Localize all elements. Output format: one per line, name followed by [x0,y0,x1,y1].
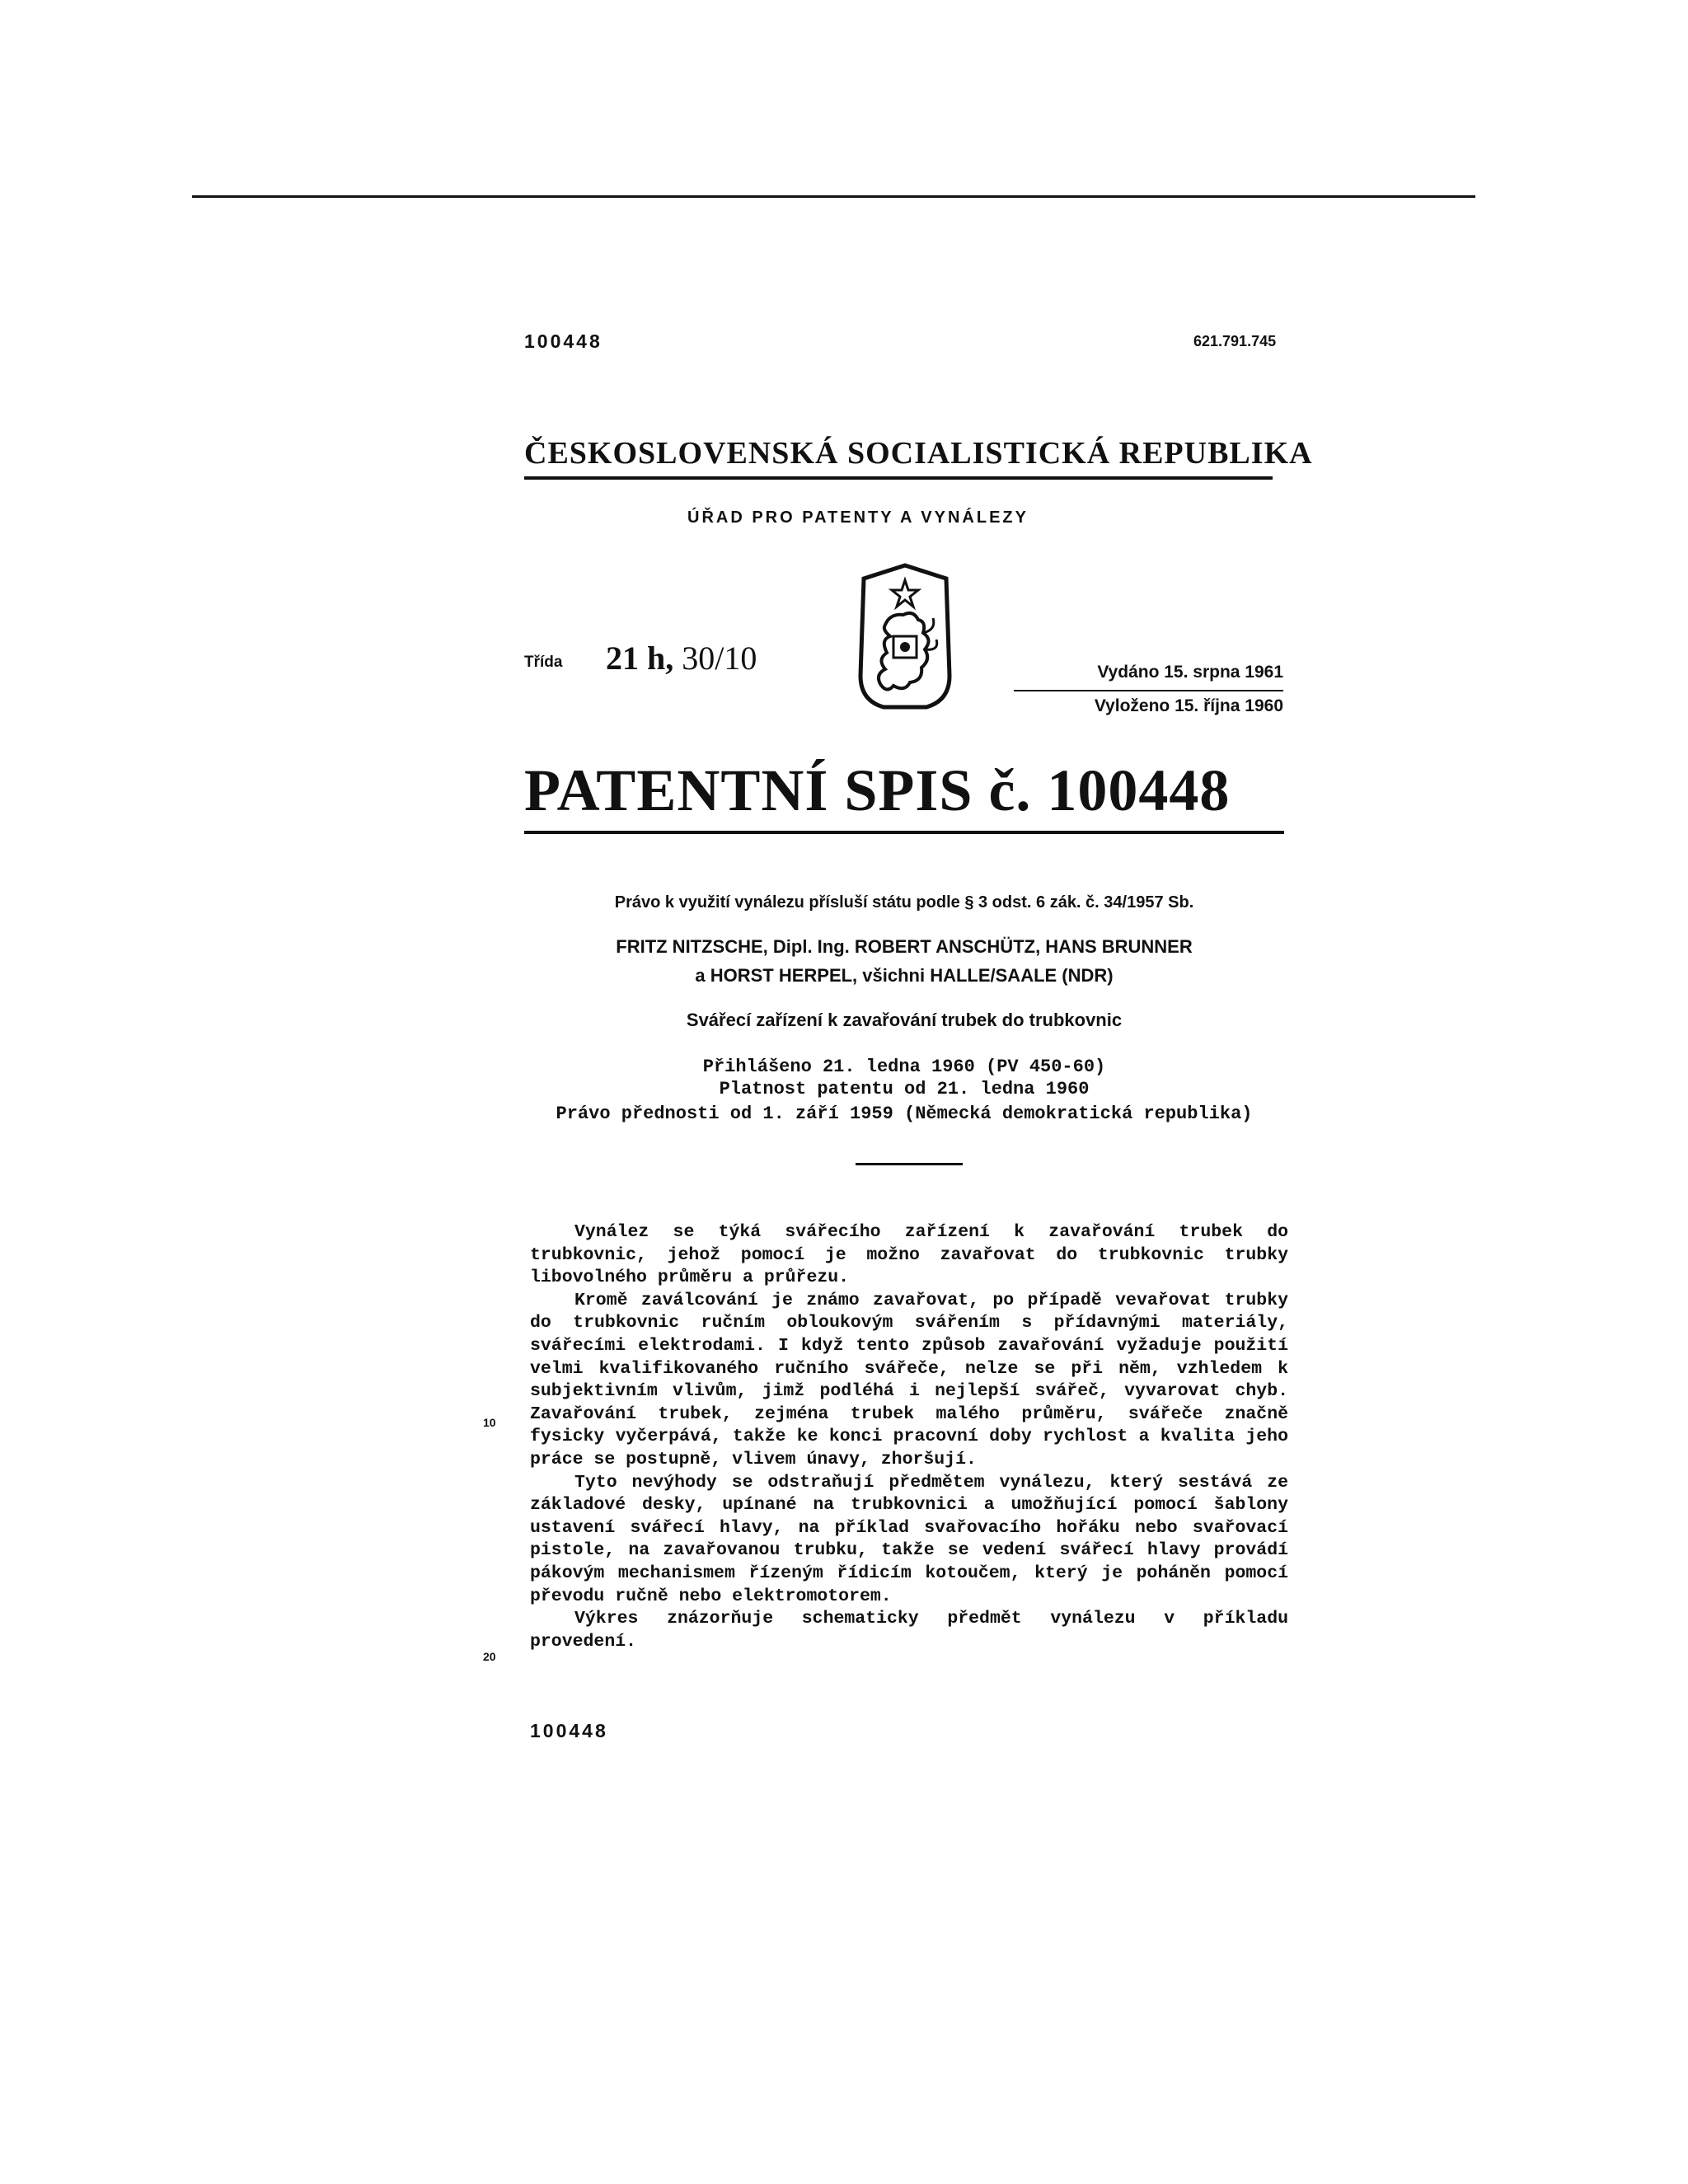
dates-divider [1014,690,1283,691]
class-value [606,639,757,677]
section-divider [856,1163,963,1165]
line-number: 10 [483,1416,496,1429]
office-name: ÚŘAD PRO PATENTY A VYNÁLEZY [687,509,1029,527]
top-divider [192,195,1475,198]
invention-title: Svářecí zařízení k zavařování trubek do trubkovnic [686,1010,1123,1030]
udc-number: 621.791.745 [1193,333,1277,349]
republic-title: ČESKOSLOVENSKÁ SOCIALISTICKÁ REPUBLIKA [524,436,1313,471]
rights-note: Právo k využití vynálezu přísluší státu podle § 3 odst. 6 zák. č. 34/1957 Sb. [614,893,1194,912]
description-body [530,1221,1288,1653]
description-paragraph: Tyto nevýhody se odstraňují předmětem vynálezu, který sestává ze základové desky, upínané na trubkovnici a umožňující pomocí šablony ustavení svářecí hlavy, na příklad svařovacího hořáku nebo svařovací pistole, na zavařovanou trubku, takže se vedení svářecí hlavy provádí pákovým mechanismem řízeným řídicím kotoučem, který je poháněn pomocí převodu ručně nebo elektromotorem. [530,1472,1288,1606]
description-paragraph: Vynález se týká svářecího zařízení k zavařování trubek do trubkovnic, jehož pomocí je možno zavařovat do trubkovnic trubky libovolného průměru a průřezu. [530,1222,1288,1288]
title-divider [524,831,1284,834]
inventors-line-1: FRITZ NITZSCHE, Dipl. Ing. ROBERT ANSCHÜTZ, HANS BRUNNER [616,936,1193,957]
patent-number-top: 100448 [524,330,603,352]
filing-date: Přihlášeno 21. ledna 1960 (PV 450-60) [702,1057,1106,1077]
line-number: 20 [483,1650,496,1663]
republic-divider [524,476,1273,480]
priority-date: Právo přednosti od 1. září 1959 (Německá demokratická republika) [556,1104,1253,1124]
issued-date: Vydáno 15. srpna 1961 [1097,663,1283,682]
class-main: 21 h, [606,640,674,677]
coat-of-arms-icon [847,560,963,712]
description-paragraph: Kromě zaválcování je známo zavařovat, po případě vevařovat trubky do trubkovnic ručním obloukovým svářením s přídavnými materiály, svářecími elektrodami. I když tento způsob zavařování vyžaduje použití velmi kvalifikovaného ručního svářeče, nelze se při něm, vzhledem k subjektivním vlivům, jimž podléhá i nejlepší svářeč, vyvarovat chyb. Zavařování trubek, zejména trubek malého průměru, svářeče značně fysicky vyčerpává, takže ke konci pracovní doby rychlost a kvalita jeho práce se postupně, vlivem únavy, zhoršují. [530,1290,1288,1469]
patent-number-bottom: 100448 [530,1720,608,1741]
class-label: Třída [524,654,563,671]
class-sub: 30/10 [682,640,757,677]
laid-open-date: Vyloženo 15. října 1960 [1094,696,1283,715]
description-paragraph: Výkres znázorňuje schematicky předmět vynálezu v příkladu provedení. [530,1609,1288,1652]
validity-date: Platnost patentu od 21. ledna 1960 [719,1079,1090,1099]
patent-title: PATENTNÍ SPIS č. 100448 [524,757,1231,823]
inventors-line-2: a HORST HERPEL, všichni HALLE/SAALE (NDR) [695,965,1114,986]
